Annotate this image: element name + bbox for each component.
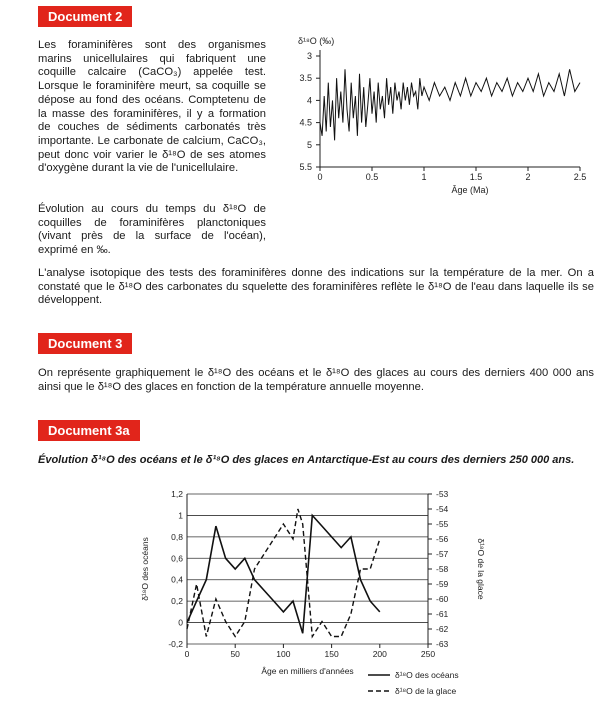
chart-2-right-tick-label: -57	[436, 549, 449, 559]
document-2-paragraph-3: L'analyse isotopique des tests des foraminifères donne des indications sur la température de la mer. On a constaté que le δ¹⁸O des carbonates du squelette des foraminifères reflète le δ¹⁸O de l'eau dans laquelle ils se développent.	[38, 267, 594, 307]
chart-2-right-tick-label: -55	[436, 519, 449, 529]
chart-2-x-tick-label: 100	[276, 649, 291, 659]
chart-2-y-tick-label: 0,6	[171, 553, 183, 564]
chart-2-right-tick-label: -53	[436, 489, 449, 499]
document-2-title: Document 2	[38, 6, 132, 27]
chart-1-y-tick-label: 5	[306, 139, 312, 150]
document-3-paragraph: On représente graphiquement le δ¹⁸O des océans et le δ¹⁸O des glaces au cours des derniers 400 000 ans ainsi que le δ¹⁸O des glaces en fonction de la température annuelle moyenne.	[38, 367, 594, 393]
ocean-ice-d18o-chart	[130, 480, 510, 708]
chart-1-x-tick-label: 2.5	[573, 172, 587, 182]
chart-2-series-oceans	[187, 515, 380, 633]
chart-2-x-tick-label: 0	[184, 649, 190, 659]
chart-2-right-tick-label: -54	[436, 504, 449, 514]
document-3-title: Document 3	[38, 333, 132, 354]
chart-2-right-tick-label: -56	[436, 534, 449, 544]
chart-1-x-tick-label: 1	[421, 172, 427, 182]
chart-2-x-label: Âge en milliers d'années	[261, 666, 354, 676]
chart-2-legend-label-oceans: δ¹⁸O des océans	[395, 670, 459, 680]
chart-2-right-tick-label: -62	[436, 624, 449, 634]
chart-1-y-tick-label: 3	[306, 51, 312, 61]
chart-2-right-tick-label: -61	[436, 609, 449, 619]
chart-1-x-label: Âge (Ma)	[451, 185, 489, 195]
chart-2-y-tick-label: 0	[178, 617, 183, 628]
chart-2-x-tick-label: 250	[420, 649, 436, 659]
chart-2-y-tick-label: -0,2	[168, 639, 183, 649]
chart-1-x-tick-label: 1.5	[469, 172, 483, 182]
chart-2-y-label-left: δ¹⁸O des océans	[140, 537, 150, 601]
chart-1-series-line	[320, 69, 580, 140]
chart-2-right-tick-label: -60	[436, 594, 449, 604]
chart-1-y-tick-label: 3.5	[299, 73, 312, 84]
document-2-paragraph-1: Les foraminifères sont des organismes marins unicellulaires qui fabriquent une coquille calcaire (CaCO₃) appelée test. Lorsque le foraminifère meurt, sa coquille se dépose au fond des océans. Comptetenu de la masse des foraminifères, il y a formation de couches de sédiments carbonatés très importante. Le carbonate de calcium, CaCO₃, peut donc voir varier le δ¹⁸O de ses atomes d'oxygène durant la vie de l'unicellulaire.	[38, 39, 266, 175]
chart-2-y-tick-label: 0,8	[171, 531, 183, 542]
chart-2-y-label-right: δ¹⁸O de la glace	[476, 538, 486, 600]
chart-1-y-label: δ¹⁸O (‰)	[298, 36, 335, 46]
chart-1-x-tick-label: 0	[317, 172, 323, 182]
chart-2-y-tick-label: 0,4	[171, 574, 183, 585]
document-3a-title: Document 3a	[38, 420, 140, 441]
chart-1-y-tick-label: 5.5	[299, 162, 312, 172]
chart-2-x-tick-label: 200	[372, 649, 387, 659]
chart-1-x-tick-label: 2	[525, 172, 531, 182]
chart-2-y-tick-label: 1,2	[171, 489, 183, 499]
chart-2-x-tick-label: 50	[230, 649, 240, 659]
chart-2-right-tick-label: -63	[436, 639, 449, 649]
document-2-paragraph-2: Évolution au cours du temps du δ¹⁸O de coquilles de foraminifères planctoniques (vivant près de la surface de l'océan), exprimé en ‰.	[38, 203, 266, 257]
chart-2-right-tick-label: -58	[436, 564, 449, 574]
chart-1-x-tick-label: 0.5	[365, 172, 379, 182]
chart-2-legend-label-ice: δ¹⁸O de la glace	[395, 686, 457, 696]
foraminifera-d18o-chart	[290, 30, 600, 200]
document-3a-subtitle: Évolution δ¹⁸O des océans et le δ¹⁸O des glaces en Antarctique-Est au cours des derniers 250 000 ans.	[38, 454, 575, 466]
chart-2-y-tick-label: 1	[178, 510, 183, 521]
chart-1-y-tick-label: 4	[306, 95, 312, 106]
chart-2-y-tick-label: 0,2	[171, 596, 183, 607]
chart-1-y-tick-label: 4.5	[299, 117, 312, 128]
chart-2-x-tick-label: 150	[324, 649, 339, 659]
chart-2-right-tick-label: -59	[436, 579, 449, 589]
